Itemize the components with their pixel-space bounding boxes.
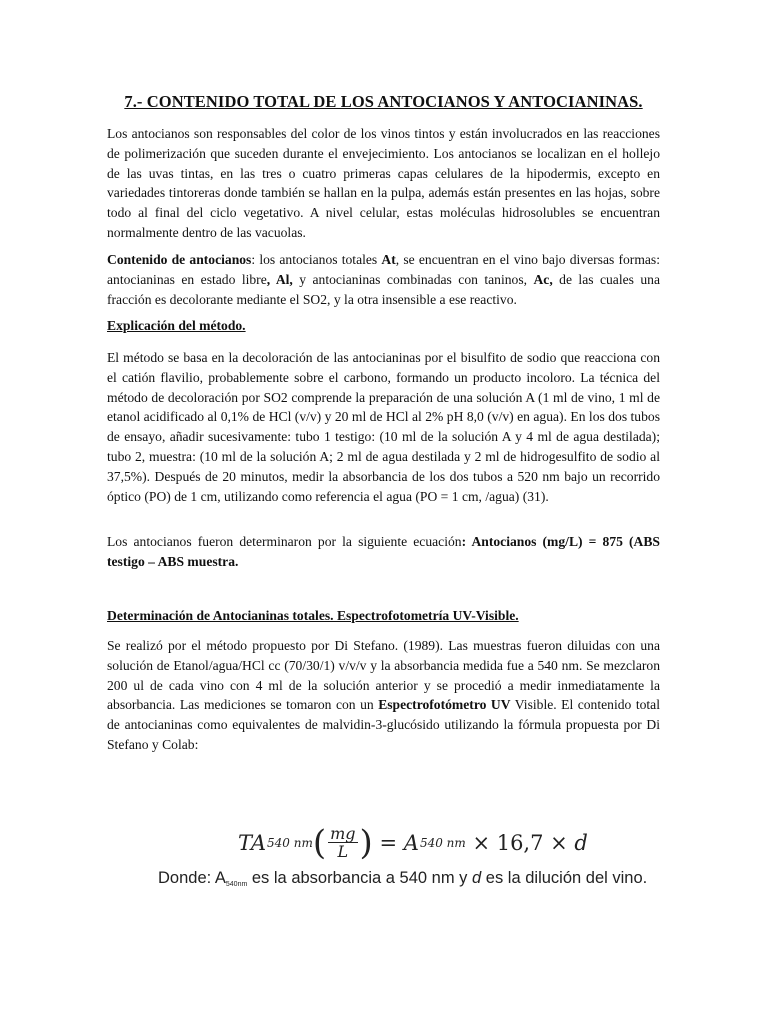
formula-ta: TA (238, 830, 267, 855)
section-title: 7.- CONTENIDO TOTAL DE LOS ANTOCIANOS Y ANTOCIANINAS. (124, 92, 643, 111)
explicacion-paragraph: El método se basa en la decoloración de las antocianinas por el bisulfito de sodio que reacciona con el catión flavilio, probablemente sobre el carbono, formando un producto incoloro. La técnica del método de decoloración por SO2 comprende la preparación de una solución A (1 ml de vino, 1 ml de etanol acidificado al 0,1% de HCl (v/v) y 20 ml de HCl al 2% pH 8,0 (v/v) en agua). En los dos tubos de ensayo, añadir sucesivamente: tubo 1 testigo: (10 ml de la solución A y 4 ml de agua destilada); tubo 2, muestra: (10 ml de la solución A; 2 ml de agua destilada y 2 ml de hidrogesulfito de sodio al 37,5%). Después de 20 minutos, medir la absorbancia de los dos tubos a 520 nm bajo un recorrido óptico (PO) de 1 cm, utilizando como referencia el agua (PO = 1 cm, /agua) (31). (107, 350, 660, 504)
formula-legend (158, 869, 647, 888)
donde-text-1: Donde: A (158, 869, 226, 887)
contenido-lead: Contenido de antocianos (107, 252, 252, 267)
donde-subscript: 540nm (225, 881, 248, 888)
contenido-ac: Ac, (533, 271, 553, 287)
formula-equals: = (372, 830, 404, 855)
contenido-text-2: , se encuentran en el vino bajo diversas formas: antocianinas en estado libre (107, 252, 660, 287)
intro-paragraph: Los antocianos son responsables del color de los vinos tintos y están involucrados en las reacciones de polimerización que suceden durante el envejecimiento. Los antocianos se localizan en el hollejo de las uvas tintas, en las tres o cuatro primeras capas celulares de la hipodermis, excepto en variedades tintoreras donde también se hallan en la pulpa, además están presentes en las hojas, sobre todo al final del ciclo vegetativo. A nivel celular, estas moléculas hidrosolubles se encuentran normalmente dentro de las vacuolas. (107, 126, 660, 240)
formula-denominator: L (337, 842, 349, 861)
determinacion-paragraph (107, 636, 660, 755)
formula-ta-subscript: 540 nm (267, 835, 313, 850)
formula-left-paren: ( (312, 822, 327, 863)
ecuacion-text: Los antocianos fueron determinaron por la siguiente ecuación (107, 534, 462, 549)
formula-right-paren: ) (359, 822, 373, 863)
donde-d: d (472, 869, 482, 887)
contenido-text-3: y antocianinas combinadas con taninos, (292, 271, 534, 287)
ta-formula (238, 822, 588, 863)
contenido-paragraph (107, 250, 660, 309)
formula-d: d (574, 830, 588, 855)
determinacion-text-2: Visible. El contenido total de antocianinas como equivalentes de malvidin-3-glucósido utilizando la fórmula propuesta por Di Stefano y Colab: (107, 697, 660, 752)
donde-text-2: es la absorbancia a 540 nm y (247, 869, 473, 887)
contenido-text-1: : los antocianos totales (251, 252, 382, 267)
formula-a: A (403, 830, 419, 855)
formula-numerator: mg (330, 824, 356, 843)
ecuacion-formula: : Antocianos (mg/L) = 875 (ABS testigo – ABS muestra. (107, 534, 660, 569)
formula-multiplier: × 16,7 × (465, 830, 575, 855)
donde-text-3: es la dilución del vino. (481, 869, 648, 887)
determinacion-heading: Determinación de Antocianinas totales. Espectrofotometría UV-Visible. (107, 608, 519, 623)
formula-a-subscript: 540 nm (419, 835, 466, 850)
contenido-text-4: de las cuales una fracción es decolorante mediante el SO2, y la otra insensible a ese reactivo. (107, 271, 661, 307)
determinacion-instrument: Espectrofotómetro UV (378, 697, 511, 713)
formula-fraction (328, 825, 357, 860)
explicacion-heading: Explicación del método. (107, 318, 246, 333)
contenido-at: At (381, 252, 396, 267)
contenido-al: , Al, (266, 271, 293, 287)
ecuacion-paragraph (107, 532, 660, 572)
determinacion-text-1: Se realizó por el método propuesto por Di Stefano. (1989). Las muestras fueron diluidas con una solución de Etanol/agua/HCl cc (70/30/1) v/v/v y la absorbancia medida fue a 540 nm. Se mezclaron 200 ul de cada vino con 4 ml de la solución anterior y se procedió a medir inmediatamente la absorbancia. Las mediciones se tomaron con un (107, 638, 660, 713)
